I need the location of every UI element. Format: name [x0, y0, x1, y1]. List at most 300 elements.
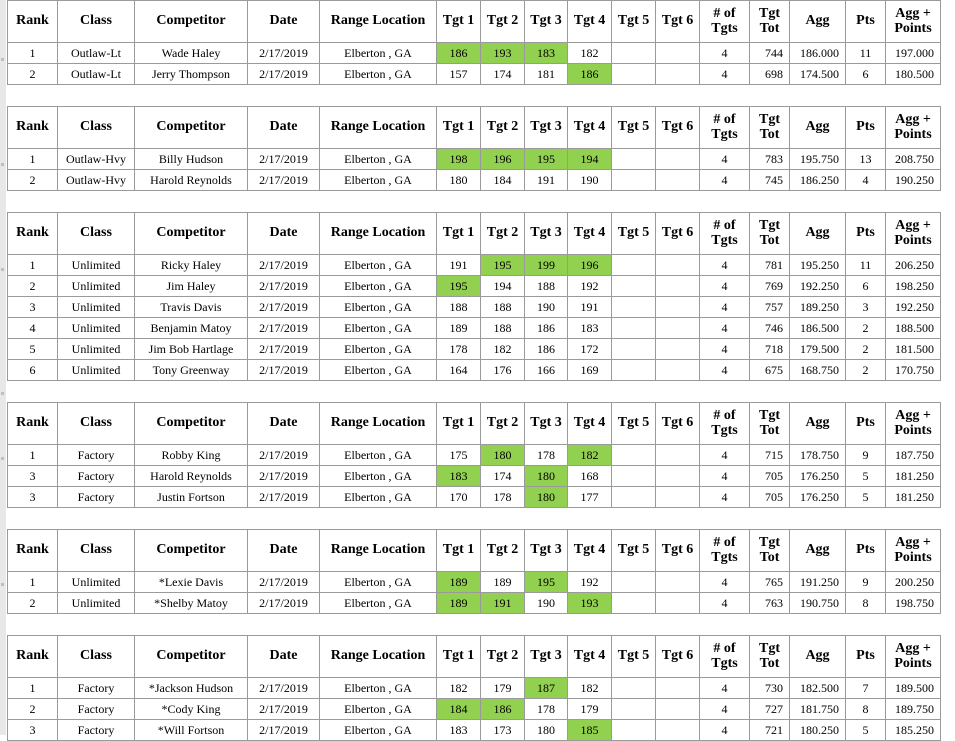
cell-agg[interactable]: 186.250	[790, 170, 846, 191]
empty-cell[interactable]	[525, 508, 568, 530]
cell-pts[interactable]: 2	[846, 339, 886, 360]
cell-tgt-tot[interactable]: 769	[750, 276, 790, 297]
cell-date[interactable]: 2/17/2019	[248, 149, 320, 170]
cell-pts[interactable]: 5	[846, 466, 886, 487]
cell-agg-points[interactable]: 185.250	[886, 720, 941, 741]
cell-tgt-tot[interactable]: 727	[750, 699, 790, 720]
cell-tgt3[interactable]: 183	[525, 43, 568, 64]
empty-cell[interactable]	[612, 614, 656, 636]
header-cell-rank[interactable]: Rank	[8, 636, 58, 678]
header-cell-class[interactable]: Class	[58, 403, 135, 445]
header-cell-tgt6[interactable]: Tgt 6	[656, 530, 700, 572]
cell-competitor[interactable]: *Will Fortson	[135, 720, 248, 741]
cell-agg[interactable]: 178.750	[790, 445, 846, 466]
cell-date[interactable]: 2/17/2019	[248, 572, 320, 593]
cell-date[interactable]: 2/17/2019	[248, 699, 320, 720]
header-cell-num-tgts[interactable]: # of Tgts	[700, 107, 750, 149]
cell-tgt5[interactable]	[612, 720, 656, 741]
cell-tgt4[interactable]: 182	[568, 43, 612, 64]
cell-competitor[interactable]: Tony Greenway	[135, 360, 248, 381]
cell-competitor[interactable]: *Shelby Matoy	[135, 593, 248, 614]
header-cell-rank[interactable]: Rank	[8, 213, 58, 255]
cell-tgt3[interactable]: 166	[525, 360, 568, 381]
cell-range-location[interactable]: Elberton , GA	[320, 318, 437, 339]
empty-cell[interactable]	[8, 85, 58, 107]
cell-tgt3[interactable]: 178	[525, 445, 568, 466]
cell-agg[interactable]: 174.500	[790, 64, 846, 85]
cell-tgt2[interactable]: 184	[481, 170, 525, 191]
header-cell-agg[interactable]: Agg	[790, 1, 846, 43]
cell-tgt3[interactable]: 186	[525, 339, 568, 360]
header-cell-pts[interactable]: Pts	[846, 636, 886, 678]
cell-pts[interactable]: 6	[846, 276, 886, 297]
cell-tgt6[interactable]	[656, 64, 700, 85]
cell-tgt4[interactable]: 183	[568, 318, 612, 339]
header-cell-rank[interactable]: Rank	[8, 530, 58, 572]
header-cell-date[interactable]: Date	[248, 636, 320, 678]
cell-tgt4[interactable]: 182	[568, 678, 612, 699]
cell-tgt5[interactable]	[612, 255, 656, 276]
cell-date[interactable]: 2/17/2019	[248, 487, 320, 508]
empty-cell[interactable]	[8, 381, 58, 403]
header-cell-pts[interactable]: Pts	[846, 1, 886, 43]
header-cell-tgt3[interactable]: Tgt 3	[525, 403, 568, 445]
cell-class[interactable]: Unlimited	[58, 318, 135, 339]
cell-pts[interactable]: 8	[846, 593, 886, 614]
cell-tgt6[interactable]	[656, 276, 700, 297]
cell-tgt-tot[interactable]: 718	[750, 339, 790, 360]
cell-agg-points[interactable]: 189.500	[886, 678, 941, 699]
empty-cell[interactable]	[656, 508, 700, 530]
cell-tgt1[interactable]: 189	[437, 318, 481, 339]
empty-cell[interactable]	[8, 614, 58, 636]
cell-tgt6[interactable]	[656, 297, 700, 318]
header-cell-agg-points[interactable]: Agg + Points	[886, 403, 941, 445]
header-cell-competitor[interactable]: Competitor	[135, 530, 248, 572]
empty-cell[interactable]	[58, 614, 135, 636]
header-cell-pts[interactable]: Pts	[846, 107, 886, 149]
header-cell-tgt1[interactable]: Tgt 1	[437, 403, 481, 445]
cell-tgt6[interactable]	[656, 487, 700, 508]
cell-pts[interactable]: 11	[846, 255, 886, 276]
empty-cell[interactable]	[320, 508, 437, 530]
cell-rank[interactable]: 1	[8, 149, 58, 170]
header-cell-rank[interactable]: Rank	[8, 1, 58, 43]
header-cell-competitor[interactable]: Competitor	[135, 403, 248, 445]
cell-tgt4[interactable]: 168	[568, 466, 612, 487]
cell-pts[interactable]: 5	[846, 487, 886, 508]
header-cell-tgt4[interactable]: Tgt 4	[568, 107, 612, 149]
cell-agg[interactable]: 189.250	[790, 297, 846, 318]
empty-cell[interactable]	[612, 191, 656, 213]
cell-num-tgts[interactable]: 4	[700, 699, 750, 720]
cell-competitor[interactable]: Ricky Haley	[135, 255, 248, 276]
cell-rank[interactable]: 2	[8, 170, 58, 191]
cell-rank[interactable]: 3	[8, 720, 58, 741]
header-cell-rank[interactable]: Rank	[8, 107, 58, 149]
cell-tgt-tot[interactable]: 783	[750, 149, 790, 170]
cell-agg[interactable]: 179.500	[790, 339, 846, 360]
cell-agg-points[interactable]: 198.750	[886, 593, 941, 614]
cell-tgt4[interactable]: 172	[568, 339, 612, 360]
cell-agg-points[interactable]: 181.500	[886, 339, 941, 360]
header-cell-agg[interactable]: Agg	[790, 636, 846, 678]
cell-pts[interactable]: 7	[846, 678, 886, 699]
cell-class[interactable]: Unlimited	[58, 339, 135, 360]
cell-tgt1[interactable]: 188	[437, 297, 481, 318]
empty-cell[interactable]	[481, 85, 525, 107]
cell-tgt3[interactable]: 195	[525, 572, 568, 593]
empty-cell[interactable]	[790, 85, 846, 107]
header-cell-tgt2[interactable]: Tgt 2	[481, 403, 525, 445]
cell-competitor[interactable]: Harold Reynolds	[135, 170, 248, 191]
cell-date[interactable]: 2/17/2019	[248, 593, 320, 614]
cell-agg-points[interactable]: 181.250	[886, 487, 941, 508]
cell-rank[interactable]: 6	[8, 360, 58, 381]
header-cell-tgt4[interactable]: Tgt 4	[568, 530, 612, 572]
empty-cell[interactable]	[656, 381, 700, 403]
cell-pts[interactable]: 4	[846, 170, 886, 191]
cell-tgt3[interactable]: 180	[525, 720, 568, 741]
cell-num-tgts[interactable]: 4	[700, 593, 750, 614]
empty-cell[interactable]	[320, 85, 437, 107]
cell-num-tgts[interactable]: 4	[700, 678, 750, 699]
cell-tgt5[interactable]	[612, 43, 656, 64]
cell-tgt4[interactable]: 179	[568, 699, 612, 720]
header-cell-tgt2[interactable]: Tgt 2	[481, 107, 525, 149]
cell-tgt4[interactable]: 186	[568, 64, 612, 85]
header-cell-num-tgts[interactable]: # of Tgts	[700, 213, 750, 255]
cell-agg-points[interactable]: 170.750	[886, 360, 941, 381]
cell-rank[interactable]: 2	[8, 276, 58, 297]
cell-tgt4[interactable]: 185	[568, 720, 612, 741]
cell-tgt6[interactable]	[656, 255, 700, 276]
empty-cell[interactable]	[886, 85, 941, 107]
cell-tgt2[interactable]: 188	[481, 297, 525, 318]
cell-tgt1[interactable]: 180	[437, 170, 481, 191]
cell-range-location[interactable]: Elberton , GA	[320, 572, 437, 593]
cell-range-location[interactable]: Elberton , GA	[320, 297, 437, 318]
empty-cell[interactable]	[700, 85, 750, 107]
header-cell-tgt3[interactable]: Tgt 3	[525, 530, 568, 572]
cell-pts[interactable]: 13	[846, 149, 886, 170]
cell-tgt4[interactable]: 182	[568, 445, 612, 466]
cell-competitor[interactable]: Billy Hudson	[135, 149, 248, 170]
cell-tgt3[interactable]: 188	[525, 276, 568, 297]
cell-tgt5[interactable]	[612, 445, 656, 466]
cell-tgt6[interactable]	[656, 445, 700, 466]
cell-date[interactable]: 2/17/2019	[248, 678, 320, 699]
cell-tgt4[interactable]: 196	[568, 255, 612, 276]
empty-cell[interactable]	[656, 614, 700, 636]
cell-pts[interactable]: 3	[846, 297, 886, 318]
cell-tgt-tot[interactable]: 715	[750, 445, 790, 466]
empty-cell[interactable]	[248, 508, 320, 530]
cell-class[interactable]: Unlimited	[58, 255, 135, 276]
cell-date[interactable]: 2/17/2019	[248, 466, 320, 487]
header-cell-tgt1[interactable]: Tgt 1	[437, 636, 481, 678]
header-cell-class[interactable]: Class	[58, 1, 135, 43]
empty-cell[interactable]	[750, 85, 790, 107]
header-cell-agg-points[interactable]: Agg + Points	[886, 107, 941, 149]
empty-cell[interactable]	[525, 85, 568, 107]
cell-rank[interactable]: 2	[8, 593, 58, 614]
header-cell-tgt1[interactable]: Tgt 1	[437, 107, 481, 149]
empty-cell[interactable]	[135, 614, 248, 636]
header-cell-tgt-tot[interactable]: Tgt Tot	[750, 530, 790, 572]
cell-tgt2[interactable]: 173	[481, 720, 525, 741]
header-cell-tgt5[interactable]: Tgt 5	[612, 403, 656, 445]
header-cell-tgt-tot[interactable]: Tgt Tot	[750, 107, 790, 149]
cell-tgt-tot[interactable]: 745	[750, 170, 790, 191]
empty-cell[interactable]	[248, 381, 320, 403]
header-cell-agg-points[interactable]: Agg + Points	[886, 213, 941, 255]
cell-agg-points[interactable]: 198.250	[886, 276, 941, 297]
empty-cell[interactable]	[437, 85, 481, 107]
empty-cell[interactable]	[846, 508, 886, 530]
header-cell-tgt1[interactable]: Tgt 1	[437, 1, 481, 43]
cell-num-tgts[interactable]: 4	[700, 170, 750, 191]
cell-tgt2[interactable]: 180	[481, 445, 525, 466]
cell-pts[interactable]: 9	[846, 445, 886, 466]
cell-tgt5[interactable]	[612, 170, 656, 191]
cell-agg[interactable]: 186.500	[790, 318, 846, 339]
cell-agg[interactable]: 182.500	[790, 678, 846, 699]
cell-agg[interactable]: 195.750	[790, 149, 846, 170]
cell-class[interactable]: Outlaw-Lt	[58, 43, 135, 64]
cell-tgt3[interactable]: 190	[525, 297, 568, 318]
cell-agg-points[interactable]: 181.250	[886, 466, 941, 487]
cell-range-location[interactable]: Elberton , GA	[320, 593, 437, 614]
cell-tgt4[interactable]: 192	[568, 276, 612, 297]
header-cell-range-location[interactable]: Range Location	[320, 530, 437, 572]
empty-cell[interactable]	[790, 381, 846, 403]
cell-tgt2[interactable]: 174	[481, 466, 525, 487]
cell-tgt6[interactable]	[656, 466, 700, 487]
header-cell-tgt5[interactable]: Tgt 5	[612, 636, 656, 678]
cell-tgt5[interactable]	[612, 572, 656, 593]
cell-tgt6[interactable]	[656, 43, 700, 64]
cell-tgt3[interactable]: 195	[525, 149, 568, 170]
header-cell-range-location[interactable]: Range Location	[320, 1, 437, 43]
cell-tgt3[interactable]: 191	[525, 170, 568, 191]
cell-range-location[interactable]: Elberton , GA	[320, 445, 437, 466]
cell-pts[interactable]: 5	[846, 720, 886, 741]
empty-cell[interactable]	[750, 614, 790, 636]
cell-class[interactable]: Factory	[58, 699, 135, 720]
cell-agg-points[interactable]: 190.250	[886, 170, 941, 191]
header-cell-agg-points[interactable]: Agg + Points	[886, 1, 941, 43]
header-cell-class[interactable]: Class	[58, 213, 135, 255]
empty-cell[interactable]	[846, 381, 886, 403]
cell-range-location[interactable]: Elberton , GA	[320, 487, 437, 508]
header-cell-tgt2[interactable]: Tgt 2	[481, 213, 525, 255]
cell-tgt5[interactable]	[612, 276, 656, 297]
cell-tgt5[interactable]	[612, 318, 656, 339]
cell-agg[interactable]: 191.250	[790, 572, 846, 593]
empty-cell[interactable]	[525, 191, 568, 213]
empty-cell[interactable]	[481, 508, 525, 530]
empty-cell[interactable]	[700, 191, 750, 213]
cell-rank[interactable]: 3	[8, 487, 58, 508]
cell-class[interactable]: Factory	[58, 678, 135, 699]
header-cell-num-tgts[interactable]: # of Tgts	[700, 403, 750, 445]
cell-tgt2[interactable]: 176	[481, 360, 525, 381]
cell-tgt4[interactable]: 169	[568, 360, 612, 381]
cell-tgt2[interactable]: 189	[481, 572, 525, 593]
empty-cell[interactable]	[135, 85, 248, 107]
header-cell-tgt2[interactable]: Tgt 2	[481, 636, 525, 678]
header-cell-tgt2[interactable]: Tgt 2	[481, 1, 525, 43]
cell-date[interactable]: 2/17/2019	[248, 360, 320, 381]
header-cell-tgt-tot[interactable]: Tgt Tot	[750, 403, 790, 445]
cell-tgt5[interactable]	[612, 64, 656, 85]
cell-tgt3[interactable]: 186	[525, 318, 568, 339]
empty-cell[interactable]	[248, 191, 320, 213]
cell-tgt6[interactable]	[656, 339, 700, 360]
cell-agg-points[interactable]: 200.250	[886, 572, 941, 593]
header-cell-class[interactable]: Class	[58, 107, 135, 149]
cell-agg[interactable]: 186.000	[790, 43, 846, 64]
cell-tgt6[interactable]	[656, 593, 700, 614]
cell-agg[interactable]: 176.250	[790, 487, 846, 508]
cell-competitor[interactable]: *Jackson Hudson	[135, 678, 248, 699]
header-cell-pts[interactable]: Pts	[846, 530, 886, 572]
cell-tgt1[interactable]: 183	[437, 466, 481, 487]
cell-tgt6[interactable]	[656, 318, 700, 339]
cell-num-tgts[interactable]: 4	[700, 339, 750, 360]
cell-num-tgts[interactable]: 4	[700, 297, 750, 318]
cell-tgt5[interactable]	[612, 339, 656, 360]
cell-tgt4[interactable]: 177	[568, 487, 612, 508]
header-cell-range-location[interactable]: Range Location	[320, 636, 437, 678]
cell-tgt2[interactable]: 195	[481, 255, 525, 276]
cell-range-location[interactable]: Elberton , GA	[320, 678, 437, 699]
header-cell-competitor[interactable]: Competitor	[135, 107, 248, 149]
cell-tgt1[interactable]: 191	[437, 255, 481, 276]
cell-range-location[interactable]: Elberton , GA	[320, 699, 437, 720]
cell-tgt6[interactable]	[656, 360, 700, 381]
cell-class[interactable]: Unlimited	[58, 297, 135, 318]
header-cell-competitor[interactable]: Competitor	[135, 636, 248, 678]
empty-cell[interactable]	[886, 508, 941, 530]
header-cell-agg[interactable]: Agg	[790, 107, 846, 149]
header-cell-range-location[interactable]: Range Location	[320, 403, 437, 445]
cell-class[interactable]: Outlaw-Hvy	[58, 170, 135, 191]
empty-cell[interactable]	[656, 191, 700, 213]
cell-date[interactable]: 2/17/2019	[248, 43, 320, 64]
header-cell-pts[interactable]: Pts	[846, 213, 886, 255]
empty-cell[interactable]	[8, 508, 58, 530]
empty-cell[interactable]	[437, 508, 481, 530]
cell-competitor[interactable]: Benjamin Matoy	[135, 318, 248, 339]
cell-range-location[interactable]: Elberton , GA	[320, 276, 437, 297]
cell-competitor[interactable]: Jerry Thompson	[135, 64, 248, 85]
cell-tgt3[interactable]: 178	[525, 699, 568, 720]
cell-tgt2[interactable]: 188	[481, 318, 525, 339]
cell-class[interactable]: Outlaw-Hvy	[58, 149, 135, 170]
cell-tgt1[interactable]: 189	[437, 593, 481, 614]
cell-tgt4[interactable]: 190	[568, 170, 612, 191]
empty-cell[interactable]	[525, 614, 568, 636]
cell-tgt3[interactable]: 180	[525, 487, 568, 508]
cell-class[interactable]: Outlaw-Lt	[58, 64, 135, 85]
header-cell-range-location[interactable]: Range Location	[320, 107, 437, 149]
header-cell-competitor[interactable]: Competitor	[135, 213, 248, 255]
cell-pts[interactable]: 6	[846, 64, 886, 85]
cell-agg[interactable]: 190.750	[790, 593, 846, 614]
cell-agg-points[interactable]: 208.750	[886, 149, 941, 170]
cell-tgt4[interactable]: 191	[568, 297, 612, 318]
cell-tgt-tot[interactable]: 721	[750, 720, 790, 741]
empty-cell[interactable]	[700, 381, 750, 403]
empty-cell[interactable]	[58, 508, 135, 530]
cell-num-tgts[interactable]: 4	[700, 572, 750, 593]
header-cell-tgt6[interactable]: Tgt 6	[656, 213, 700, 255]
cell-tgt-tot[interactable]: 763	[750, 593, 790, 614]
header-cell-agg-points[interactable]: Agg + Points	[886, 530, 941, 572]
header-cell-agg[interactable]: Agg	[790, 403, 846, 445]
empty-cell[interactable]	[656, 85, 700, 107]
empty-cell[interactable]	[700, 614, 750, 636]
cell-class[interactable]: Unlimited	[58, 572, 135, 593]
cell-tgt4[interactable]: 192	[568, 572, 612, 593]
cell-competitor[interactable]: Jim Bob Hartlage	[135, 339, 248, 360]
cell-competitor[interactable]: *Lexie Davis	[135, 572, 248, 593]
cell-tgt3[interactable]: 180	[525, 466, 568, 487]
cell-rank[interactable]: 5	[8, 339, 58, 360]
cell-rank[interactable]: 2	[8, 699, 58, 720]
header-cell-tgt-tot[interactable]: Tgt Tot	[750, 1, 790, 43]
header-cell-agg-points[interactable]: Agg + Points	[886, 636, 941, 678]
cell-date[interactable]: 2/17/2019	[248, 64, 320, 85]
header-cell-agg[interactable]: Agg	[790, 213, 846, 255]
header-cell-tgt6[interactable]: Tgt 6	[656, 1, 700, 43]
cell-range-location[interactable]: Elberton , GA	[320, 720, 437, 741]
cell-tgt2[interactable]: 194	[481, 276, 525, 297]
cell-competitor[interactable]: Wade Haley	[135, 43, 248, 64]
empty-cell[interactable]	[846, 614, 886, 636]
cell-tgt2[interactable]: 191	[481, 593, 525, 614]
header-cell-class[interactable]: Class	[58, 530, 135, 572]
header-cell-agg[interactable]: Agg	[790, 530, 846, 572]
cell-agg-points[interactable]: 197.000	[886, 43, 941, 64]
cell-tgt2[interactable]: 179	[481, 678, 525, 699]
cell-pts[interactable]: 2	[846, 318, 886, 339]
empty-cell[interactable]	[846, 191, 886, 213]
cell-tgt1[interactable]: 189	[437, 572, 481, 593]
empty-cell[interactable]	[790, 614, 846, 636]
header-cell-tgt5[interactable]: Tgt 5	[612, 1, 656, 43]
cell-agg[interactable]: 192.250	[790, 276, 846, 297]
cell-competitor[interactable]: Robby King	[135, 445, 248, 466]
cell-agg-points[interactable]: 206.250	[886, 255, 941, 276]
header-cell-date[interactable]: Date	[248, 530, 320, 572]
cell-competitor[interactable]: Jim Haley	[135, 276, 248, 297]
empty-cell[interactable]	[750, 381, 790, 403]
header-cell-tgt4[interactable]: Tgt 4	[568, 1, 612, 43]
cell-tgt1[interactable]: 183	[437, 720, 481, 741]
cell-num-tgts[interactable]: 4	[700, 43, 750, 64]
cell-tgt5[interactable]	[612, 487, 656, 508]
cell-class[interactable]: Unlimited	[58, 276, 135, 297]
cell-rank[interactable]: 3	[8, 297, 58, 318]
cell-tgt2[interactable]: 193	[481, 43, 525, 64]
header-cell-tgt3[interactable]: Tgt 3	[525, 636, 568, 678]
cell-agg-points[interactable]: 180.500	[886, 64, 941, 85]
empty-cell[interactable]	[58, 85, 135, 107]
empty-cell[interactable]	[750, 191, 790, 213]
